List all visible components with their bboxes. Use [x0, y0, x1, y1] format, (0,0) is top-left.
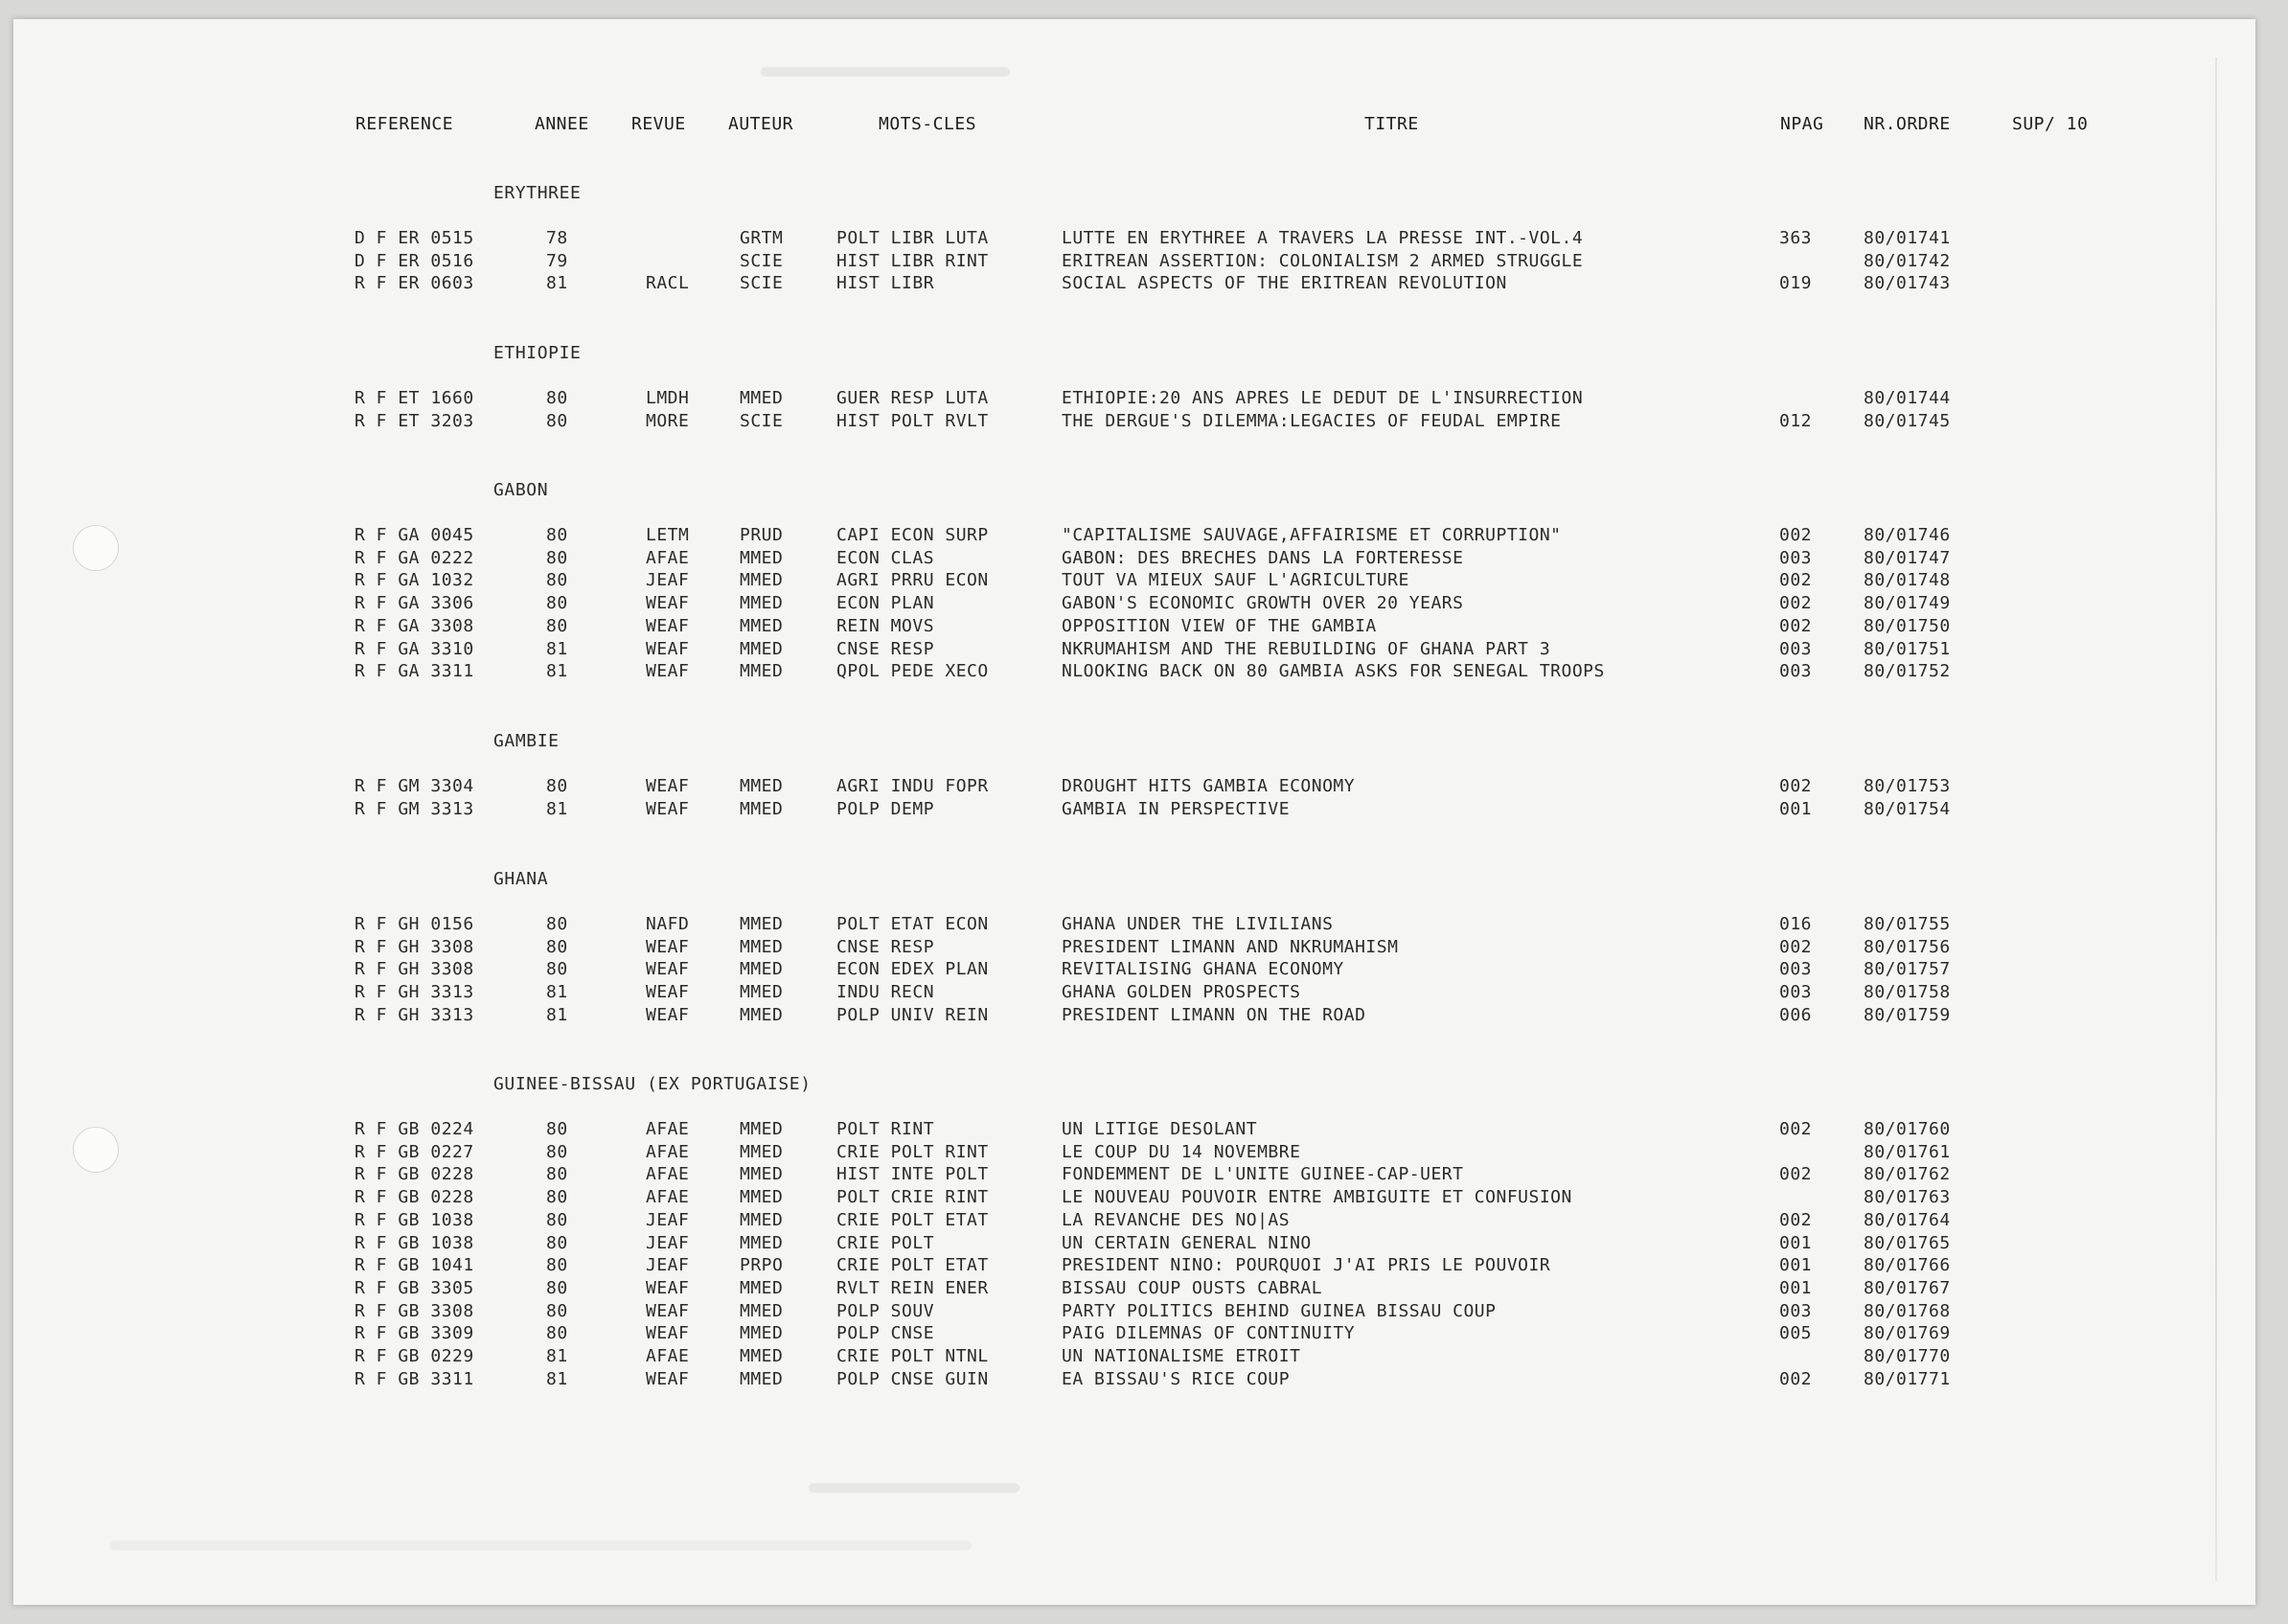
entry-auteur: MMED [740, 1301, 784, 1321]
entry-npag: 002 [1779, 1369, 1813, 1389]
entry-mots-cles: POLT RINT [836, 1119, 935, 1139]
entry-auteur: MMED [740, 1210, 784, 1230]
entry-annee: 81 [546, 1346, 568, 1366]
scan-smudge [809, 1483, 1019, 1493]
entry-revue: AFAE [646, 1346, 690, 1366]
entry-reference: R F GB 1038 [355, 1233, 474, 1253]
entry-npag: 002 [1779, 1119, 1813, 1139]
section-heading: ERYTHREE [493, 183, 582, 203]
entry-revue: LETM [646, 525, 690, 545]
entry-titre: EA BISSAU'S RICE COUP [1062, 1369, 1291, 1389]
entry-npag: 002 [1779, 593, 1813, 613]
entry-annee: 80 [546, 1210, 568, 1230]
entry-mots-cles: CRIE POLT NTNL [836, 1346, 989, 1366]
header-npag: NPAG [1780, 114, 1824, 134]
header-annee: ANNEE [535, 114, 589, 134]
entry-mots-cles: POLP SOUV [836, 1301, 935, 1321]
entry-reference: R F GB 0227 [355, 1142, 474, 1162]
entry-revue: RACL [646, 273, 690, 293]
entry-reference: R F GH 3308 [355, 937, 474, 957]
entry-auteur: MMED [740, 1187, 784, 1207]
entry-titre: PRESIDENT LIMANN AND NKRUMAHISM [1062, 937, 1399, 957]
entry-annee: 80 [546, 959, 568, 979]
entry-titre: "CAPITALISME SAUVAGE,AFFAIRISME ET CORRUPTION" [1062, 525, 1562, 545]
entry-nr-ordre: 80/01746 [1864, 525, 1951, 545]
entry-auteur: MMED [740, 661, 784, 681]
entry-npag: 003 [1779, 1301, 1813, 1321]
entry-mots-cles: CAPI ECON SURP [836, 525, 989, 545]
entry-nr-ordre: 80/01761 [1864, 1142, 1951, 1162]
entry-reference: R F GB 0229 [355, 1346, 474, 1366]
entry-npag: 002 [1779, 1210, 1813, 1230]
entry-mots-cles: HIST LIBR [836, 273, 935, 293]
entry-annee: 80 [546, 1323, 568, 1343]
entry-mots-cles: ECON PLAN [836, 593, 935, 613]
entry-auteur: MMED [740, 1005, 784, 1025]
entry-npag: 016 [1779, 914, 1813, 934]
entry-nr-ordre: 80/01755 [1864, 914, 1951, 934]
entry-auteur: MMED [740, 1278, 784, 1298]
header-revue: REVUE [631, 114, 686, 134]
entry-nr-ordre: 80/01751 [1864, 639, 1951, 659]
entry-npag: 002 [1779, 776, 1813, 796]
entry-npag: 012 [1779, 411, 1813, 431]
entry-auteur: MMED [740, 799, 784, 819]
entry-npag: 002 [1779, 525, 1813, 545]
entry-reference: R F ET 1660 [355, 388, 474, 408]
scan-smudge [761, 67, 1010, 77]
entry-mots-cles: ECON EDEX PLAN [836, 959, 989, 979]
entry-annee: 81 [546, 1369, 568, 1389]
entry-auteur: MMED [740, 1164, 784, 1184]
entry-annee: 78 [546, 228, 568, 248]
entry-reference: R F GB 0224 [355, 1119, 474, 1139]
entry-revue: WEAF [646, 1369, 690, 1389]
entry-auteur: MMED [740, 548, 784, 568]
entry-mots-cles: POLP DEMP [836, 799, 935, 819]
entry-titre: LUTTE EN ERYTHREE A TRAVERS LA PRESSE INT.-VOL.4 [1062, 228, 1584, 248]
entry-nr-ordre: 80/01771 [1864, 1369, 1951, 1389]
entry-auteur: MMED [740, 570, 784, 590]
entry-titre: GABON'S ECONOMIC GROWTH OVER 20 YEARS [1062, 593, 1464, 613]
entry-reference: R F GB 0228 [355, 1164, 474, 1184]
entry-reference: R F GA 0045 [355, 525, 474, 545]
entry-auteur: GRTM [740, 228, 784, 248]
entry-annee: 80 [546, 1119, 568, 1139]
entry-npag: 363 [1779, 228, 1813, 248]
entry-npag: 002 [1779, 937, 1813, 957]
entry-reference: R F GB 3305 [355, 1278, 474, 1298]
entry-titre: LE COUP DU 14 NOVEMBRE [1062, 1142, 1301, 1162]
entry-reference: R F GH 0156 [355, 914, 474, 934]
entry-nr-ordre: 80/01754 [1864, 799, 1951, 819]
entry-nr-ordre: 80/01756 [1864, 937, 1951, 957]
entry-nr-ordre: 80/01748 [1864, 570, 1951, 590]
entry-auteur: MMED [740, 388, 784, 408]
entry-reference: R F GB 1041 [355, 1255, 474, 1275]
entry-nr-ordre: 80/01767 [1864, 1278, 1951, 1298]
entry-annee: 80 [546, 593, 568, 613]
entry-reference: R F GA 3310 [355, 639, 474, 659]
entry-nr-ordre: 80/01768 [1864, 1301, 1951, 1321]
entry-mots-cles: INDU RECN [836, 982, 935, 1002]
entry-annee: 80 [546, 548, 568, 568]
entry-auteur: SCIE [740, 273, 784, 293]
entry-reference: R F GA 0222 [355, 548, 474, 568]
entry-auteur: MMED [740, 1142, 784, 1162]
entry-npag: 002 [1779, 616, 1813, 636]
header-sup-page: SUP/ 10 [2012, 114, 2089, 134]
entry-auteur: MMED [740, 639, 784, 659]
entry-mots-cles: POLT ETAT ECON [836, 914, 989, 934]
entry-auteur: PRPO [740, 1255, 784, 1275]
entry-mots-cles: HIST POLT RVLT [836, 411, 989, 431]
entry-reference: R F GB 3311 [355, 1369, 474, 1389]
entry-reference: R F GH 3308 [355, 959, 474, 979]
entry-titre: BISSAU COUP OUSTS CABRAL [1062, 1278, 1323, 1298]
entry-nr-ordre: 80/01743 [1864, 273, 1951, 293]
entry-auteur: MMED [740, 1369, 784, 1389]
entry-npag: 003 [1779, 959, 1813, 979]
entry-titre: GABON: DES BRECHES DANS LA FORTERESSE [1062, 548, 1464, 568]
entry-titre: TOUT VA MIEUX SAUF L'AGRICULTURE [1062, 570, 1409, 590]
entry-reference: R F GA 3306 [355, 593, 474, 613]
entry-npag: 003 [1779, 982, 1813, 1002]
entry-revue: WEAF [646, 639, 690, 659]
entry-mots-cles: REIN MOVS [836, 616, 935, 636]
entry-titre: PRESIDENT NINO: POURQUOI J'AI PRIS LE POUVOIR [1062, 1255, 1551, 1275]
entry-annee: 81 [546, 273, 568, 293]
entry-revue: JEAF [646, 1255, 690, 1275]
entry-nr-ordre: 80/01769 [1864, 1323, 1951, 1343]
entry-nr-ordre: 80/01763 [1864, 1187, 1951, 1207]
entry-reference: R F GM 3304 [355, 776, 474, 796]
entry-reference: D F ER 0515 [355, 228, 474, 248]
header-auteur: AUTEUR [728, 114, 794, 134]
entry-mots-cles: CNSE RESP [836, 639, 935, 659]
entry-mots-cles: GUER RESP LUTA [836, 388, 989, 408]
entry-titre: PRESIDENT LIMANN ON THE ROAD [1062, 1005, 1366, 1025]
entry-npag: 001 [1779, 1233, 1813, 1253]
entry-revue: JEAF [646, 570, 690, 590]
entry-reference: R F GB 1038 [355, 1210, 474, 1230]
entry-revue: LMDH [646, 388, 690, 408]
entry-nr-ordre: 80/01759 [1864, 1005, 1951, 1025]
entry-reference: R F GB 3308 [355, 1301, 474, 1321]
entry-revue: WEAF [646, 593, 690, 613]
entry-revue: AFAE [646, 1142, 690, 1162]
header-nr-ordre: NR.ORDRE [1864, 114, 1951, 134]
entry-npag: 001 [1779, 1255, 1813, 1275]
entry-nr-ordre: 80/01749 [1864, 593, 1951, 613]
entry-revue: MORE [646, 411, 690, 431]
entry-annee: 80 [546, 1255, 568, 1275]
entry-reference: R F GM 3313 [355, 799, 474, 819]
entry-reference: R F GB 3309 [355, 1323, 474, 1343]
entry-mots-cles: POLP CNSE [836, 1323, 935, 1343]
entry-mots-cles: POLT CRIE RINT [836, 1187, 989, 1207]
entry-nr-ordre: 80/01766 [1864, 1255, 1951, 1275]
entry-reference: R F ER 0603 [355, 273, 474, 293]
entry-mots-cles: POLT LIBR LUTA [836, 228, 989, 248]
section-heading: GAMBIE [493, 731, 560, 751]
entry-npag: 006 [1779, 1005, 1813, 1025]
entry-annee: 80 [546, 1164, 568, 1184]
entry-reference: R F GH 3313 [355, 1005, 474, 1025]
entry-annee: 80 [546, 1233, 568, 1253]
entry-nr-ordre: 80/01765 [1864, 1233, 1951, 1253]
entry-auteur: MMED [740, 1233, 784, 1253]
entry-nr-ordre: 80/01753 [1864, 776, 1951, 796]
entry-titre: ERITREAN ASSERTION: COLONIALISM 2 ARMED STRUGGLE [1062, 251, 1584, 271]
entry-auteur: MMED [740, 1119, 784, 1139]
entry-titre: PAIG DILEMNAS OF CONTINUITY [1062, 1323, 1356, 1343]
entry-revue: JEAF [646, 1210, 690, 1230]
entry-titre: LE NOUVEAU POUVOIR ENTRE AMBIGUITE ET CONFUSION [1062, 1187, 1572, 1207]
entry-revue: WEAF [646, 1301, 690, 1321]
entry-mots-cles: CNSE RESP [836, 937, 935, 957]
entry-annee: 80 [546, 525, 568, 545]
entry-annee: 80 [546, 388, 568, 408]
header-mots-cles: MOTS-CLES [879, 114, 977, 134]
entry-npag: 005 [1779, 1323, 1813, 1343]
entry-npag: 003 [1779, 639, 1813, 659]
entry-revue: JEAF [646, 1233, 690, 1253]
scan-smudge [109, 1541, 972, 1550]
entry-mots-cles: POLP UNIV REIN [836, 1005, 989, 1025]
entry-titre: REVITALISING GHANA ECONOMY [1062, 959, 1344, 979]
entry-titre: GHANA UNDER THE LIVILIANS [1062, 914, 1334, 934]
entry-annee: 81 [546, 1005, 568, 1025]
entry-annee: 80 [546, 411, 568, 431]
entry-mots-cles: AGRI PRRU ECON [836, 570, 989, 590]
entry-titre: OPPOSITION VIEW OF THE GAMBIA [1062, 616, 1377, 636]
entry-nr-ordre: 80/01758 [1864, 982, 1951, 1002]
entry-titre: UN LITIGE DESOLANT [1062, 1119, 1258, 1139]
entry-nr-ordre: 80/01770 [1864, 1346, 1951, 1366]
entry-nr-ordre: 80/01764 [1864, 1210, 1951, 1230]
entry-nr-ordre: 80/01741 [1864, 228, 1951, 248]
entry-auteur: MMED [740, 776, 784, 796]
entry-titre: UN CERTAIN GENERAL NINO [1062, 1233, 1312, 1253]
entry-annee: 80 [546, 1301, 568, 1321]
section-heading: GABON [493, 480, 549, 500]
entry-mots-cles: CRIE POLT ETAT [836, 1210, 989, 1230]
header-titre: TITRE [1364, 114, 1419, 134]
entry-auteur: MMED [740, 982, 784, 1002]
entry-reference: D F ER 0516 [355, 251, 474, 271]
page-edge-shadow [2215, 57, 2217, 1581]
entry-titre: LA REVANCHE DES NO|AS [1062, 1210, 1291, 1230]
entry-titre: DROUGHT HITS GAMBIA ECONOMY [1062, 776, 1356, 796]
punch-hole [73, 1127, 119, 1173]
entry-auteur: PRUD [740, 525, 784, 545]
entry-reference: R F GA 1032 [355, 570, 474, 590]
entry-revue: WEAF [646, 959, 690, 979]
entry-titre: THE DERGUE'S DILEMMA:LEGACIES OF FEUDAL EMPIRE [1062, 411, 1562, 431]
entry-mots-cles: HIST LIBR RINT [836, 251, 989, 271]
entry-revue: AFAE [646, 1187, 690, 1207]
entry-reference: R F ET 3203 [355, 411, 474, 431]
entry-mots-cles: ECON CLAS [836, 548, 935, 568]
entry-titre: PARTY POLITICS BEHIND GUINEA BISSAU COUP [1062, 1301, 1497, 1321]
entry-revue: AFAE [646, 548, 690, 568]
entry-titre: NKRUMAHISM AND THE REBUILDING OF GHANA PART 3 [1062, 639, 1551, 659]
entry-mots-cles: CRIE POLT ETAT [836, 1255, 989, 1275]
entry-titre: FONDEMMENT DE L'UNITE GUINEE-CAP-UERT [1062, 1164, 1464, 1184]
entry-nr-ordre: 80/01752 [1864, 661, 1951, 681]
entry-annee: 80 [546, 914, 568, 934]
entry-nr-ordre: 80/01757 [1864, 959, 1951, 979]
entry-annee: 80 [546, 1187, 568, 1207]
entry-auteur: MMED [740, 937, 784, 957]
column-header-row [0, 113, 2089, 136]
entry-revue: WEAF [646, 799, 690, 819]
entry-npag: 001 [1779, 799, 1813, 819]
section-heading: GUINEE-BISSAU (EX PORTUGAISE) [493, 1074, 812, 1094]
entry-mots-cles: HIST INTE POLT [836, 1164, 989, 1184]
entry-annee: 81 [546, 799, 568, 819]
entry-annee: 80 [546, 776, 568, 796]
entry-nr-ordre: 80/01747 [1864, 548, 1951, 568]
entry-nr-ordre: 80/01750 [1864, 616, 1951, 636]
entry-revue: WEAF [646, 982, 690, 1002]
entry-mots-cles: POLP CNSE GUIN [836, 1369, 989, 1389]
entry-nr-ordre: 80/01742 [1864, 251, 1951, 271]
punch-hole [73, 525, 119, 571]
entry-npag: 002 [1779, 1164, 1813, 1184]
entry-revue: WEAF [646, 1278, 690, 1298]
entry-nr-ordre: 80/01762 [1864, 1164, 1951, 1184]
entry-reference: R F GA 3308 [355, 616, 474, 636]
entry-nr-ordre: 80/01745 [1864, 411, 1951, 431]
entry-reference: R F GH 3313 [355, 982, 474, 1002]
entry-titre: SOCIAL ASPECTS OF THE ERITREAN REVOLUTION [1062, 273, 1507, 293]
entry-auteur: MMED [740, 1323, 784, 1343]
entry-revue: WEAF [646, 1323, 690, 1343]
entry-reference: R F GA 3311 [355, 661, 474, 681]
entry-auteur: MMED [740, 593, 784, 613]
entry-mots-cles: CRIE POLT [836, 1233, 935, 1253]
entry-auteur: MMED [740, 914, 784, 934]
entry-auteur: MMED [740, 1346, 784, 1366]
entry-nr-ordre: 80/01760 [1864, 1119, 1951, 1139]
entry-annee: 80 [546, 570, 568, 590]
entry-npag: 003 [1779, 548, 1813, 568]
entry-revue: AFAE [646, 1164, 690, 1184]
entry-auteur: SCIE [740, 411, 784, 431]
entry-auteur: MMED [740, 959, 784, 979]
entry-npag: 001 [1779, 1278, 1813, 1298]
entry-npag: 002 [1779, 570, 1813, 590]
entry-mots-cles: QPOL PEDE XECO [836, 661, 989, 681]
entry-mots-cles: CRIE POLT RINT [836, 1142, 989, 1162]
entry-annee: 81 [546, 639, 568, 659]
entry-titre: GHANA GOLDEN PROSPECTS [1062, 982, 1301, 1002]
entry-auteur: MMED [740, 616, 784, 636]
entry-auteur: SCIE [740, 251, 784, 271]
entry-annee: 81 [546, 982, 568, 1002]
entry-revue: WEAF [646, 616, 690, 636]
entry-reference: R F GB 0228 [355, 1187, 474, 1207]
entry-revue: WEAF [646, 937, 690, 957]
entry-annee: 81 [546, 661, 568, 681]
entry-nr-ordre: 80/01744 [1864, 388, 1951, 408]
entry-annee: 80 [546, 937, 568, 957]
entry-revue: WEAF [646, 776, 690, 796]
entry-titre: UN NATIONALISME ETROIT [1062, 1346, 1301, 1366]
entry-revue: AFAE [646, 1119, 690, 1139]
entry-mots-cles: RVLT REIN ENER [836, 1278, 989, 1298]
entry-titre: NLOOKING BACK ON 80 GAMBIA ASKS FOR SENEGAL TROOPS [1062, 661, 1605, 681]
section-heading: GHANA [493, 869, 549, 889]
entry-mots-cles: AGRI INDU FOPR [836, 776, 989, 796]
entry-revue: NAFD [646, 914, 690, 934]
entry-npag: 019 [1779, 273, 1813, 293]
header-reference: REFERENCE [355, 114, 454, 134]
entry-npag: 003 [1779, 661, 1813, 681]
entry-titre: GAMBIA IN PERSPECTIVE [1062, 799, 1291, 819]
entry-revue: WEAF [646, 1005, 690, 1025]
entry-revue: WEAF [646, 661, 690, 681]
entry-annee: 79 [546, 251, 568, 271]
entry-annee: 80 [546, 616, 568, 636]
entry-annee: 80 [546, 1142, 568, 1162]
section-heading: ETHIOPIE [493, 343, 582, 363]
entry-titre: ETHIOPIE:20 ANS APRES LE DEDUT DE L'INSURRECTION [1062, 388, 1584, 408]
entry-annee: 80 [546, 1278, 568, 1298]
